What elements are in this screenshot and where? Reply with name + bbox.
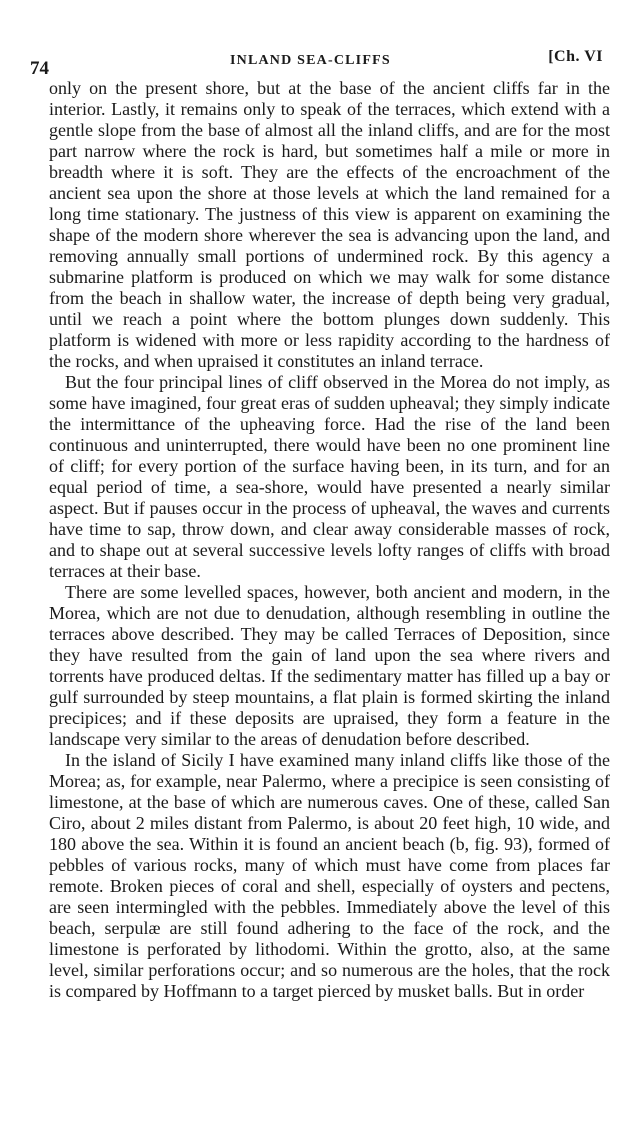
- paragraph-sicily-caves: In the island of Sicily I have examined many inland cliffs like those of the Morea; as, for example, near Palermo, where a precipice is seen consisting of limestone, at the base of which are numerous caves. One of these, called San Ciro, about 2 miles distant from Palermo, is about 20 feet high, 10 wide, and 180 above the sea. Within it is found an ancient beach (b, fig. 93), formed of pebbles of various rocks, many of which must have come from places far remote. Broken pieces of coral and shell, especially of oysters and pectens, are seen intermingled with the pebbles. Immediately above the level of this beach, serpulæ are still found adhering to the face of the rock, and the limestone is perforated by lithodomi. Within the grotto, also, at the same level, similar perforations occur; and so numerous are the holes, that the rock is compared by Hoffmann to a target pierced by musket balls. But in order: [49, 750, 610, 1001]
- paragraph-intermittent-upheaval: But the four principal lines of cliff observed in the Morea do not imply, as some have imagined, four great eras of sudden upheaval; they simply indicate the intermittance of the upheaving force. Had the rise of the land been continuous and uninterrupted, there would have been no one prominent line of cliff; for every portion of the surface having been, in its turn, and for an equal period of time, a sea-shore, would have presented a nearly similar aspect. But if pauses occur in the process of upheaval, the waves and currents have time to sap, throw down, and clear away considerable masses of rock, and to shape out at several successive levels lofty ranges of cliffs with broad terraces at their base.: [49, 372, 610, 581]
- paragraph-terraces: only on the present shore, but at the base of the ancient cliffs far in the interior. Lastly, it remains only to speak of the terraces, which extend with a gentle slope from the base of almost all the inland cliffs, and are for the most part narrow where the rock is hard, but sometimes half a mile or more in breadth where it is soft. They are the effects of the encroachment of the ancient sea upon the shore at those levels at which the land remained for a long time stationary. The justness of this view is apparent on examining the shape of the modern shore wherever the sea is advancing upon the land, and removing annually small portions of undermined rock. By this agency a submarine platform is produced on which we may walk for some distance from the beach in shallow water, the increase of depth being very gradual, until we reach a point where the bottom plunges down suddenly. This platform is widened with more or less rapidity according to the hardness of the rocks, and when upraised it constitutes an inland terrace.: [49, 78, 610, 371]
- running-title: INLAND SEA-CLIFFS: [230, 53, 391, 68]
- body-text: [49, 78, 610, 1002]
- running-head: [30, 46, 603, 79]
- page-number: 74: [30, 58, 49, 79]
- chapter-reference: [Ch. VI: [548, 48, 603, 65]
- paragraph-terraces-of-deposition: There are some levelled spaces, however, both ancient and modern, in the Morea, which are not due to denudation, although resembling in outline the terraces above described. They may be called Terraces of Deposition, since they have resulted from the gain of land upon the sea where rivers and torrents have produced deltas. If the sedimentary matter has filled up a bay or gulf surrounded by steep mountains, a flat plain is formed skirting the inland precipices; and if these deposits are upraised, they form a feature in the landscape very similar to the areas of denudation before described.: [49, 582, 610, 749]
